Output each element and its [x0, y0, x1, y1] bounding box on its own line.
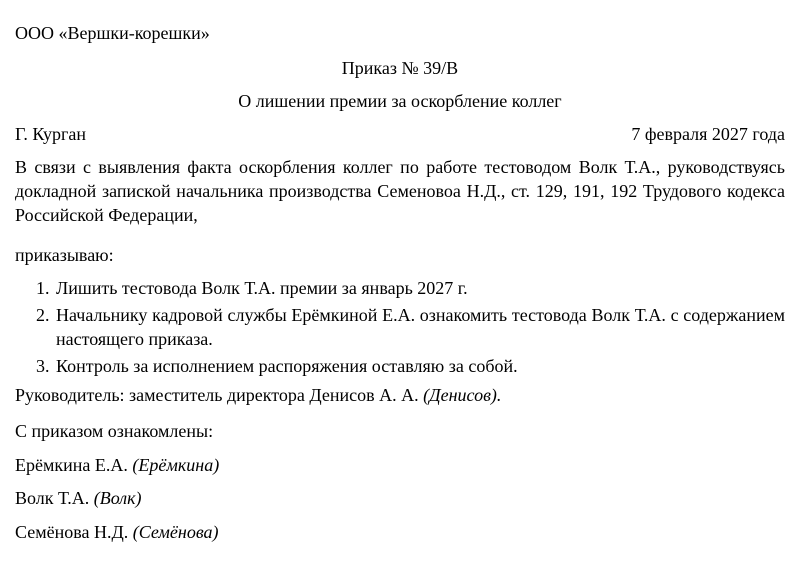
acquainted-heading: С приказом ознакомлены: — [15, 421, 214, 441]
item-text: Лишить тестовода Волк Т.А. премии за январь 2027 г. — [56, 278, 468, 298]
organization-name: ООО «Вершки-корешки» — [15, 23, 210, 43]
item-text: Контроль за исполнением распоряжения оставляю за собой. — [56, 356, 518, 376]
item-number: 2. — [36, 305, 50, 325]
item-text: Начальнику кадровой службы Ерёмкиной Е.А. ознакомить тестовода Волк Т.А. с содержанием настоящего приказа. — [56, 305, 785, 349]
list-item — [15, 276, 785, 300]
acquainted-signature: (Семёнова) — [132, 522, 219, 542]
acquainted-name: Ерёмкина Е.А. — [15, 455, 128, 475]
item-number: 1. — [36, 278, 50, 298]
acquainted-signature: (Волк) — [93, 488, 142, 508]
item-number: 3. — [36, 356, 50, 376]
head-signature-line — [15, 384, 785, 406]
acquainted-name: Семёнова Н.Д. — [15, 522, 129, 542]
acquainted-signature: (Ерёмкина) — [132, 455, 220, 475]
preamble: В связи с выявления факта оскорбления коллег по работе тестоводом Волк Т.А., руководствуясь докладной запиской начальника производства Семеновоа Н.Д., ст. 129, 191, 192 Трудового кодекса Российской Федерации, — [15, 157, 785, 225]
list-item — [15, 303, 785, 351]
head-signature: (Денисов). — [423, 385, 502, 405]
order-document — [15, 0, 785, 562]
acquainted-row — [15, 487, 785, 509]
list-item — [15, 354, 785, 378]
order-items — [15, 276, 785, 381]
order-title: Приказ № 39/В — [341, 58, 459, 78]
city: Г. Курган — [15, 124, 87, 144]
place-date-row — [15, 123, 785, 145]
acquainted-row — [15, 454, 785, 476]
acquainted-name: Волк Т.А. — [15, 488, 90, 508]
order-subject: О лишении премии за оскорбление коллег — [238, 91, 562, 111]
order-date: 7 февраля 2027 года — [631, 124, 785, 144]
acquainted-row — [15, 521, 785, 543]
order-word: приказываю: — [15, 245, 114, 265]
head-label: Руководитель: заместитель директора Денисов А. А. — [15, 385, 419, 405]
